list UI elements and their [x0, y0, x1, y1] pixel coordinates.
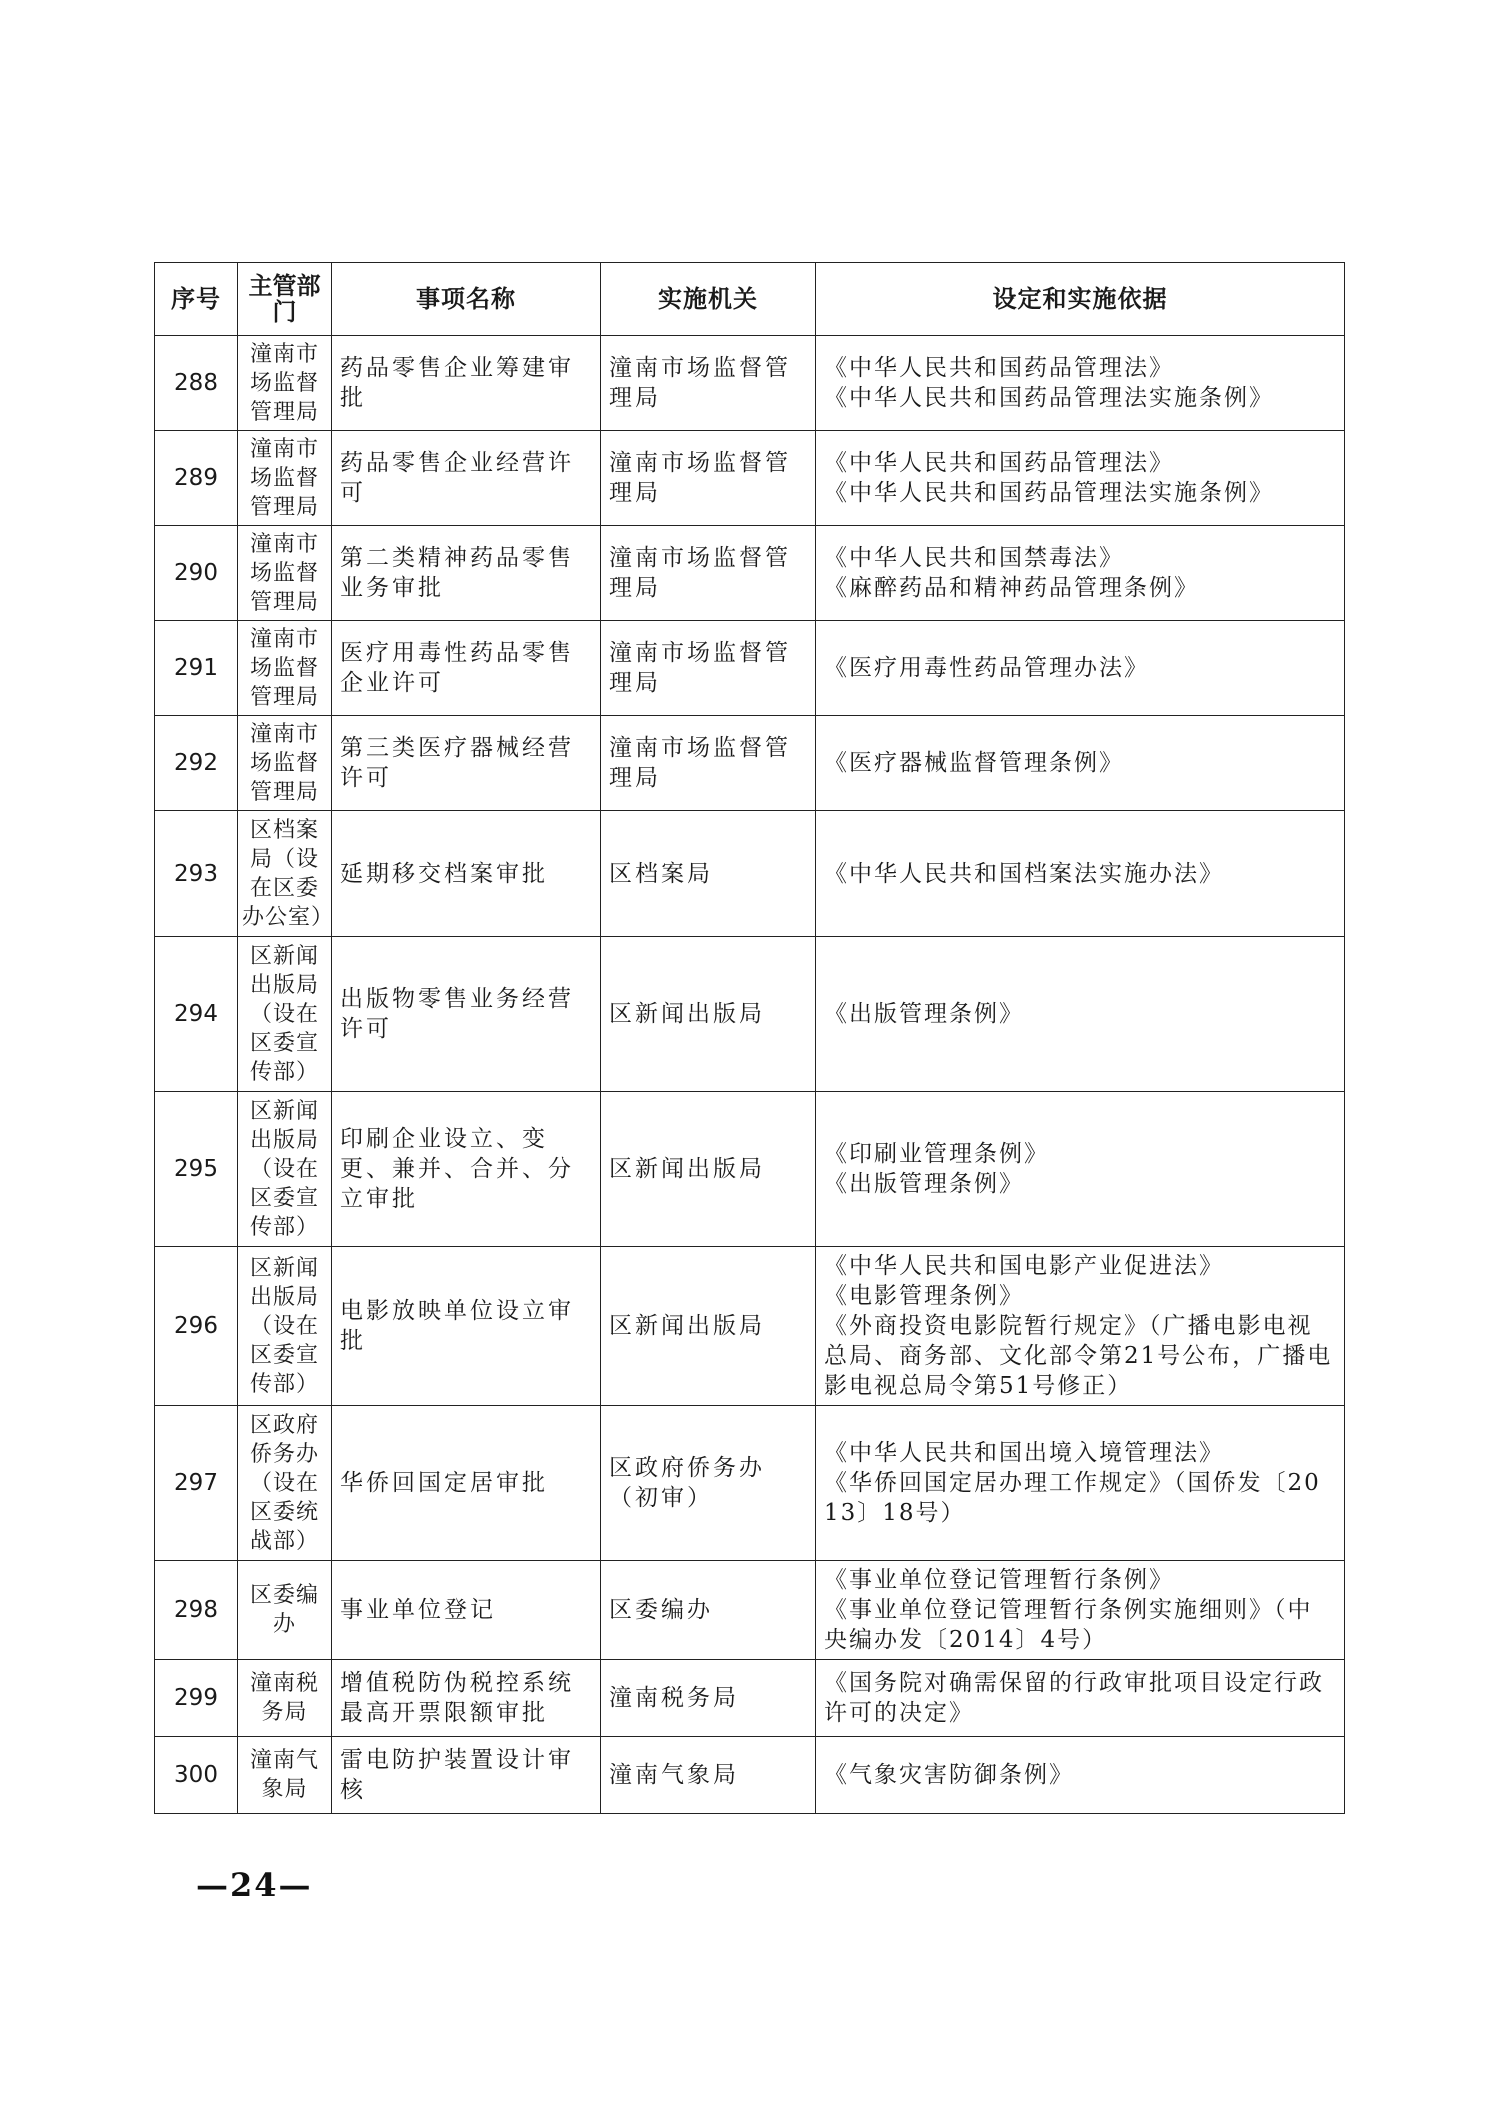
- row-seq: 297: [155, 1406, 238, 1561]
- row-item-name: 增值税防伪税控系统最高开票限额审批: [332, 1660, 601, 1737]
- header-item: 事项名称: [332, 263, 601, 336]
- row-item-name: 电影放映单位设立审批: [332, 1247, 601, 1406]
- row-dept: 潼南市场监督管理局: [238, 431, 332, 526]
- row-seq: 288: [155, 336, 238, 431]
- row-agency: 区新闻出版局: [601, 1092, 816, 1247]
- basis-line: 《出版管理条例》: [824, 1001, 1024, 1027]
- header-seq: 序号: [155, 263, 238, 336]
- row-agency: 潼南气象局: [601, 1737, 816, 1814]
- table-row: [155, 336, 1345, 431]
- basis-line: 《印刷业管理条例》: [824, 1141, 1049, 1167]
- table-row: [155, 937, 1345, 1092]
- basis-line: 《中华人民共和国药品管理法》: [824, 450, 1174, 476]
- row-basis: [816, 526, 1345, 621]
- basis-line: 《国务院对确需保留的行政审批项目设定行政许可的决定》: [824, 1670, 1324, 1726]
- row-dept: 区档案局（设在区委办公室）: [238, 811, 332, 937]
- row-agency: 区新闻出版局: [601, 1247, 816, 1406]
- row-dept: 潼南税务局: [238, 1660, 332, 1737]
- row-agency: 区档案局: [601, 811, 816, 937]
- row-seq: 299: [155, 1660, 238, 1737]
- basis-line: 《中华人民共和国禁毒法》: [824, 545, 1124, 571]
- row-dept: 区委编办: [238, 1561, 332, 1660]
- row-basis: [816, 1660, 1345, 1737]
- row-item-name: 第三类医疗器械经营许可: [332, 716, 601, 811]
- row-basis: [816, 336, 1345, 431]
- row-item-name: 雷电防护装置设计审核: [332, 1737, 601, 1814]
- table-row: [155, 431, 1345, 526]
- row-seq: 300: [155, 1737, 238, 1814]
- table-row: [155, 1406, 1345, 1561]
- row-item-name: 华侨回国定居审批: [332, 1406, 601, 1561]
- basis-line: 《华侨回国定居办理工作规定》（国侨发〔2013〕18号）: [824, 1470, 1321, 1526]
- row-basis: [816, 1247, 1345, 1406]
- approval-items-table: [154, 262, 1345, 1814]
- table-row: [155, 1737, 1345, 1814]
- row-basis: [816, 621, 1345, 716]
- row-agency: 潼南市场监督管理局: [601, 716, 816, 811]
- basis-line: 《医疗用毒性药品管理办法》: [824, 655, 1149, 681]
- row-agency: 潼南税务局: [601, 1660, 816, 1737]
- table-row: [155, 1660, 1345, 1737]
- row-basis: [816, 431, 1345, 526]
- row-seq: 290: [155, 526, 238, 621]
- table-row: [155, 1247, 1345, 1406]
- row-item-name: 事业单位登记: [332, 1561, 601, 1660]
- row-basis: [816, 1092, 1345, 1247]
- row-dept: 潼南市场监督管理局: [238, 526, 332, 621]
- basis-line: 《外商投资电影院暂行规定》（广播电影电视总局、商务部、文化部令第21号公布，广播电影电视总局令第51号修正）: [824, 1313, 1333, 1399]
- basis-line: 《中华人民共和国药品管理法实施条例》: [824, 385, 1274, 411]
- row-agency: 潼南市场监督管理局: [601, 431, 816, 526]
- table-row: [155, 1092, 1345, 1247]
- row-seq: 298: [155, 1561, 238, 1660]
- row-dept: 潼南市场监督管理局: [238, 336, 332, 431]
- row-dept: 区新闻出版局（设在区委宣传部）: [238, 1247, 332, 1406]
- row-basis: [816, 937, 1345, 1092]
- basis-line: 《医疗器械监督管理条例》: [824, 750, 1124, 776]
- row-item-name: 药品零售企业经营许可: [332, 431, 601, 526]
- row-dept: 潼南市场监督管理局: [238, 716, 332, 811]
- table-row: [155, 811, 1345, 937]
- table-header-row: [155, 263, 1345, 336]
- row-seq: 295: [155, 1092, 238, 1247]
- header-dept: 主管部门: [238, 263, 332, 336]
- row-item-name: 印刷企业设立、变更、兼并、合并、分立审批: [332, 1092, 601, 1247]
- row-basis: [816, 811, 1345, 937]
- row-agency: 区政府侨务办（初审）: [601, 1406, 816, 1561]
- row-item-name: 出版物零售业务经营许可: [332, 937, 601, 1092]
- header-agency: 实施机关: [601, 263, 816, 336]
- row-basis: [816, 1561, 1345, 1660]
- row-item-name: 延期移交档案审批: [332, 811, 601, 937]
- table-row: [155, 716, 1345, 811]
- basis-line: 《事业单位登记管理暂行条例》: [824, 1567, 1174, 1593]
- basis-line: 《中华人民共和国电影产业促进法》: [824, 1253, 1224, 1279]
- basis-line: 《麻醉药品和精神药品管理条例》: [824, 575, 1199, 601]
- row-dept: 区新闻出版局（设在区委宣传部）: [238, 1092, 332, 1247]
- row-basis: [816, 716, 1345, 811]
- row-agency: 潼南市场监督管理局: [601, 526, 816, 621]
- row-item-name: 第二类精神药品零售业务审批: [332, 526, 601, 621]
- row-agency: 区新闻出版局: [601, 937, 816, 1092]
- page-number: —24—: [196, 1866, 313, 1904]
- table-body: [155, 336, 1345, 1814]
- row-basis: [816, 1737, 1345, 1814]
- row-seq: 294: [155, 937, 238, 1092]
- row-seq: 289: [155, 431, 238, 526]
- row-dept: 区政府侨务办（设在区委统战部）: [238, 1406, 332, 1561]
- row-basis: [816, 1406, 1345, 1561]
- row-item-name: 药品零售企业筹建审批: [332, 336, 601, 431]
- row-dept: 潼南市场监督管理局: [238, 621, 332, 716]
- basis-line: 《出版管理条例》: [824, 1171, 1024, 1197]
- row-seq: 291: [155, 621, 238, 716]
- row-dept: 区新闻出版局（设在区委宣传部）: [238, 937, 332, 1092]
- row-seq: 293: [155, 811, 238, 937]
- row-item-name: 医疗用毒性药品零售企业许可: [332, 621, 601, 716]
- row-dept: 潼南气象局: [238, 1737, 332, 1814]
- row-agency: 区委编办: [601, 1561, 816, 1660]
- row-agency: 潼南市场监督管理局: [601, 336, 816, 431]
- row-seq: 296: [155, 1247, 238, 1406]
- basis-line: 《中华人民共和国出境入境管理法》: [824, 1440, 1224, 1466]
- table-row: [155, 526, 1345, 621]
- basis-line: 《气象灾害防御条例》: [824, 1762, 1074, 1788]
- header-basis: 设定和实施依据: [816, 263, 1345, 336]
- row-seq: 292: [155, 716, 238, 811]
- table-row: [155, 1561, 1345, 1660]
- basis-line: 《事业单位登记管理暂行条例实施细则》（中央编办发〔2014〕4号）: [824, 1597, 1313, 1653]
- basis-line: 《电影管理条例》: [824, 1283, 1024, 1309]
- basis-line: 《中华人民共和国档案法实施办法》: [824, 860, 1224, 887]
- table-row: [155, 621, 1345, 716]
- basis-line: 《中华人民共和国药品管理法实施条例》: [824, 480, 1274, 506]
- row-agency: 潼南市场监督管理局: [601, 621, 816, 716]
- basis-line: 《中华人民共和国药品管理法》: [824, 355, 1174, 381]
